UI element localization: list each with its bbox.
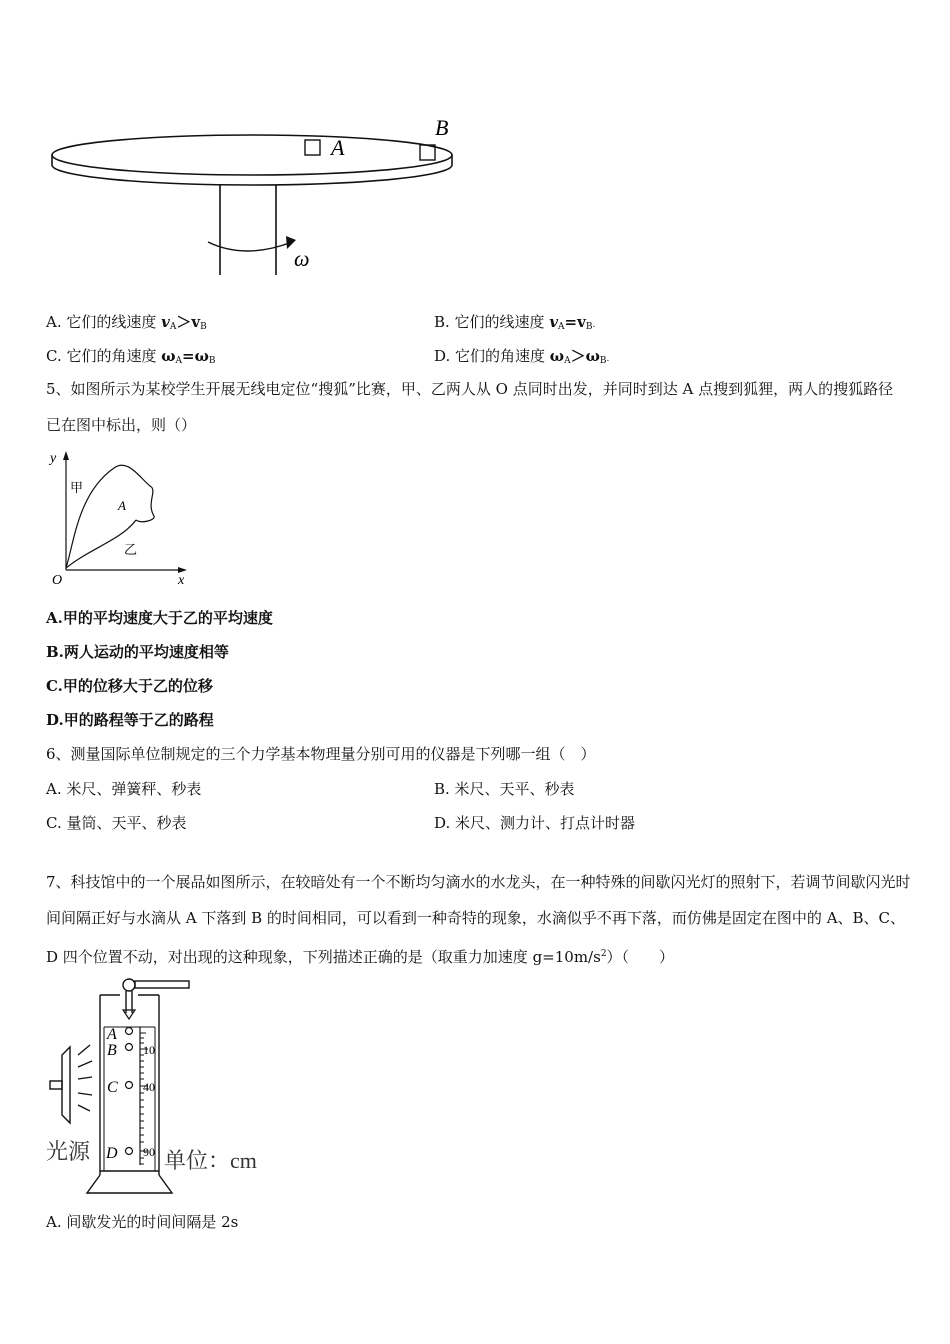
q6-option-c: C. 量筒、天平、秒表 (46, 814, 187, 832)
drop-d (126, 1148, 133, 1155)
light-source-lamp (62, 1047, 70, 1123)
y-axis-arrow (63, 451, 69, 460)
q4-option-a-text: A. 它们的线速度 (46, 313, 162, 331)
q4-option-d-sub2: B (599, 356, 607, 366)
q4-option-d-text: D. 它们的角速度 (434, 347, 550, 365)
q4-option-a-sub1: A (169, 322, 177, 332)
q4-option-d (434, 346, 609, 371)
label-a: A (331, 135, 345, 160)
q4-option-d-mid: ＞ω (570, 347, 600, 365)
disk-top (52, 135, 452, 175)
q7-stem-end: ）（ ） (606, 948, 675, 966)
q4-option-b-end: . (592, 320, 596, 330)
q4-option-c-sub2: B (208, 356, 216, 366)
q7-stem-text: 7、科技馆中的一个展品如图所示，在较暗处有一个不断均匀滴水的水龙头，在一种特殊的间歇闪光灯的照射下，若调节间歇闪光时间间隔正好与水滴从 A 下落到 B 的时间相同，可以看到一种奇特的现象，水滴似乎不再下落，而仿佛是固定在图中的 A、B、C、D 四个位置不动，对出现的这种现象，下列描述正确的是（取重力加速度 g=10m/s (46, 873, 911, 966)
q4-option-a (46, 312, 207, 337)
yi-label: 乙 (124, 542, 138, 557)
scale-label-40: 40 (143, 1080, 155, 1094)
drop-c-label: C (107, 1079, 118, 1096)
point-a-label: A (118, 498, 126, 513)
faucet-pipe (135, 981, 189, 988)
q6-option-a: A. 米尺、弹簧秤、秒表 (46, 780, 202, 798)
q7-option-a: A. 间歇发光的时间间隔是 2s (46, 1213, 239, 1231)
scale-label-10: 10 (143, 1043, 155, 1057)
light-rays (78, 1045, 92, 1111)
q4-option-b-mid: =v (564, 313, 586, 331)
q4-option-b-sub2: B (585, 322, 593, 332)
q4-option-a-mid: ＞v (176, 313, 201, 331)
faucet-nozzle (123, 1010, 135, 1019)
block-a (305, 140, 320, 155)
jia-label: 甲 (70, 480, 84, 495)
label-b: B (435, 115, 449, 140)
q4-option-d-sym: ω (549, 347, 565, 365)
q5-option-d: D.甲的路程等于乙的路程 (46, 711, 214, 729)
q5-stem: 5、如图所示为某校学生开展无线电定位“搜狐”比赛，甲、乙两人从 O 点同时出发，并同时到达 A 点搜到狐狸，两人的搜狐路径已在图中标出，则（） (46, 380, 894, 434)
stand-base (87, 1175, 172, 1193)
label-omega: ω (294, 246, 310, 271)
q4-option-c-sym: ω (161, 347, 176, 365)
q7-stem (46, 864, 912, 975)
scale-label-90: 90 (143, 1145, 155, 1159)
light-source-mount (50, 1081, 62, 1089)
q7-stem-sup: 2 (600, 949, 607, 959)
drop-b-label: B (107, 1042, 117, 1059)
rotating-disk-figure (40, 110, 480, 285)
light-source-label: 光源 (46, 1139, 91, 1164)
drop-d-label: D (106, 1145, 118, 1162)
q5-option-b: B.两人运动的平均速度相等 (46, 643, 229, 661)
axis-x-label: x (178, 573, 185, 588)
q4-option-c-text: C. 它们的角速度 (46, 347, 162, 365)
q4-option-d-sub1: A (564, 356, 571, 366)
q4-option-b-text: B. 它们的线速度 (434, 313, 550, 331)
q4-option-a-sub2: B (200, 322, 207, 332)
unit-label: 单位：cm (164, 1148, 257, 1173)
q4-option-b-sub1: A (558, 322, 565, 332)
q6-option-b: B. 米尺、天平、秒表 (434, 780, 575, 798)
drop-a-label: A (107, 1026, 117, 1043)
q4-option-c-mid: =ω (182, 347, 209, 365)
q4-option-c (46, 346, 216, 371)
q5-option-c: C.甲的位移大于乙的位移 (46, 677, 213, 695)
q6-option-d: D. 米尺、测力计、打点计时器 (434, 814, 636, 832)
search-path-figure (46, 448, 196, 588)
faucet-knob (123, 979, 135, 991)
axis-y-label: y (50, 451, 57, 466)
origin-label: O (52, 573, 63, 588)
q4-option-d-end: . (606, 354, 610, 364)
drop-a (126, 1028, 133, 1035)
q6-stem: 6、测量国际单位制规定的三个力学基本物理量分别可用的仪器是下列哪一组（ ） (46, 745, 596, 763)
q4-option-b-sym: v (549, 313, 559, 331)
q4-option-c-sub1: A (175, 356, 183, 366)
q4-option-a-sym: v (161, 313, 170, 331)
drop-b (126, 1044, 133, 1051)
q4-option-b (434, 312, 595, 337)
water-drop-figure (40, 975, 290, 1205)
q5-option-a: A.甲的平均速度大于乙的平均速度 (46, 609, 273, 627)
drop-c (126, 1082, 133, 1089)
